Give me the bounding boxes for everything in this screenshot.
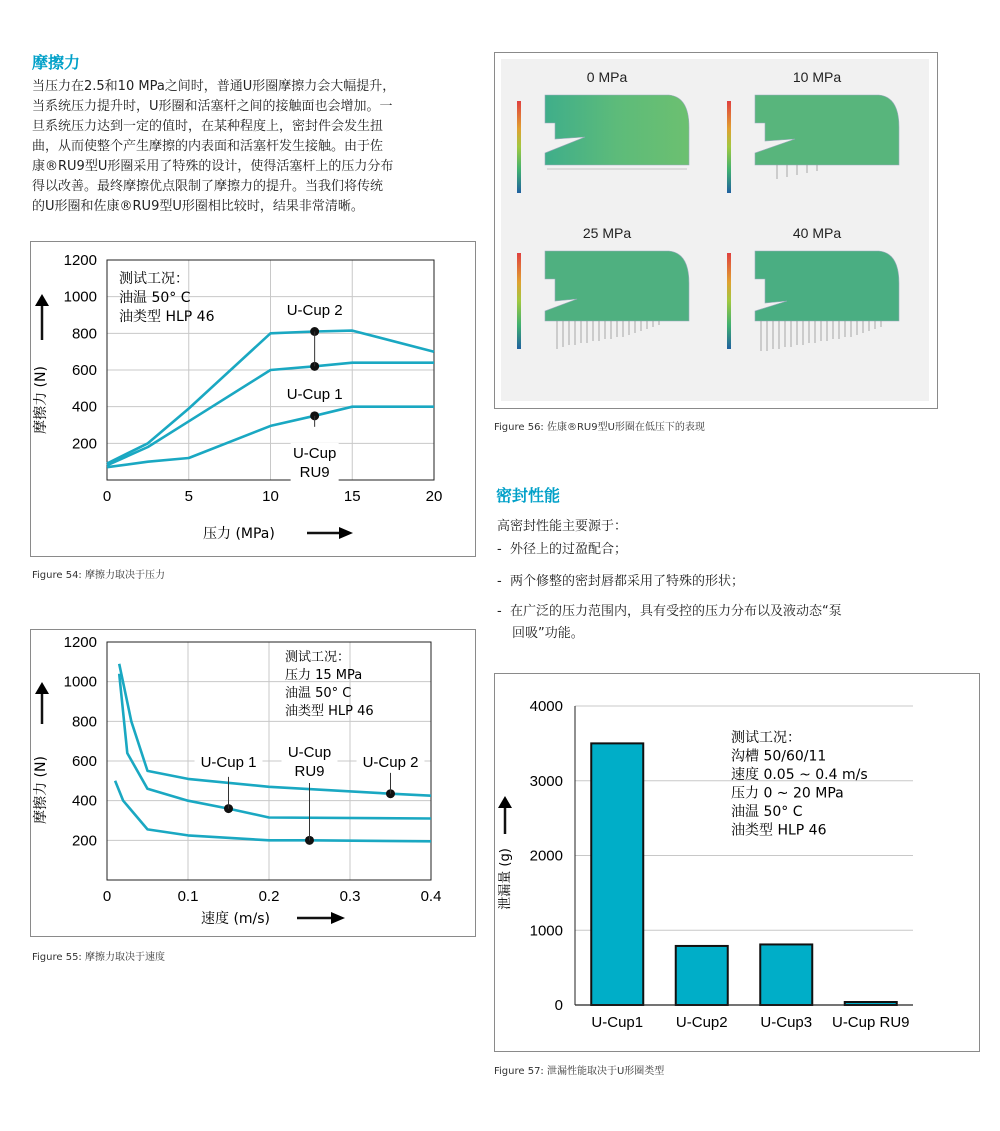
x-tick-label: 0 <box>102 488 112 505</box>
series-line-u-cup-2 <box>119 664 431 796</box>
bullet-text: 外径上的过盈配合； <box>509 542 627 557</box>
series-label: U-Cup <box>287 744 332 761</box>
y-tick-label: 4000 <box>529 698 563 715</box>
y-axis-label: 摩擦力 (N) <box>33 756 49 824</box>
fea-seal-profile-image <box>717 223 917 367</box>
paragraph-line: 得以改善。最终摩擦优点限制了摩擦力的提升。当我们将传统 <box>32 179 384 194</box>
series-label: RU9 <box>294 763 325 780</box>
x-tick-label: 0 <box>102 888 112 905</box>
y-tick-label: 1000 <box>63 673 97 691</box>
y-tick-label: 3000 <box>529 772 563 790</box>
y-axis-arrowhead <box>35 294 49 306</box>
section-title-sealing: 密封性能 <box>496 486 561 505</box>
x-axis-arrowhead <box>331 912 345 924</box>
y-tick-label: 1200 <box>63 634 97 651</box>
paragraph-line: 旦系统压力达到一定的值时，在某种程度上，密封件会发生扭 <box>32 119 384 134</box>
x-axis-arrowhead <box>339 527 353 539</box>
y-tick-label: 1000 <box>529 922 563 940</box>
section-title-friction: 摩擦力 <box>32 53 81 72</box>
leakage-bar-chart <box>495 674 979 1051</box>
x-category-label: U-Cup3 <box>760 1014 813 1031</box>
y-axis-label: 泄漏量 (g) <box>498 848 513 910</box>
y-tick-label: 400 <box>71 792 97 810</box>
bar <box>676 946 728 1005</box>
test-conditions-line: 测试工况： <box>731 730 801 746</box>
x-category-label: U-Cup1 <box>591 1014 644 1031</box>
x-tick-label: 15 <box>343 488 361 505</box>
test-conditions-line: 油温 50° C <box>731 804 803 820</box>
figure-57-caption: Figure 57: 泄漏性能取决于U形圈类型 <box>494 1066 665 1077</box>
bullet-item: - 外径上的过盈配合； <box>497 542 627 557</box>
test-conditions-line: 测试工况： <box>119 271 189 287</box>
fea-seal-profile-image <box>507 67 707 211</box>
y-axis-label: 摩擦力 (N) <box>33 366 49 434</box>
y-tick-label: 800 <box>71 325 97 343</box>
series-line-u-cup-1 <box>119 674 431 819</box>
y-tick-label: 0 <box>554 997 563 1014</box>
y-tick-label: 600 <box>71 753 97 770</box>
series-label: U-Cup 1 <box>286 386 343 403</box>
series-label: U-Cup <box>292 445 337 462</box>
y-tick-label: 200 <box>71 832 97 850</box>
test-conditions-line: 压力 15 MPa <box>285 668 363 683</box>
fea-panel-label: 0 MPa <box>586 69 628 85</box>
x-tick-label: 0.3 <box>339 888 361 905</box>
friction-vs-speed-chart <box>31 630 475 936</box>
figure-55-box <box>30 629 476 937</box>
series-label: U-Cup 1 <box>200 754 257 771</box>
bullet-text: 在广泛的压力范围内，具有受控的压力分布以及液动态“泵 <box>509 604 842 619</box>
series-line-u-cup-ru9 <box>115 781 431 842</box>
bullet-text: 两个修整的密封唇都采用了特殊的形状； <box>509 574 744 589</box>
test-conditions-line: 速度 0.05 ~ 0.4 m/s <box>731 767 868 783</box>
figure-55-caption: Figure 55: 摩擦力取决于速度 <box>32 952 165 963</box>
bullet-text: 回吸”功能。 <box>512 626 584 641</box>
y-tick-label: 600 <box>71 362 97 379</box>
fea-seal-profile-image <box>717 67 917 211</box>
bar <box>591 743 643 1005</box>
test-conditions-line: 油类型 HLP 46 <box>285 704 374 719</box>
test-conditions-line: 油温 50° C <box>285 686 352 701</box>
sealing-intro: 高密封性能主要源于： <box>497 519 628 534</box>
bullet-item: - 在广泛的压力范围内，具有受控的压力分布以及液动态“泵 <box>497 604 842 619</box>
test-conditions-line: 测试工况： <box>285 650 351 665</box>
paragraph-line: 曲，从而使整个产生摩擦的内表面和活塞杆发生接触。由于佐 <box>32 139 384 154</box>
y-tick-label: 400 <box>71 398 97 416</box>
x-tick-label: 0.1 <box>177 888 199 905</box>
fea-panel-40mpa <box>717 223 917 367</box>
fea-panel-label: 25 MPa <box>582 225 632 241</box>
series-label: U-Cup 2 <box>286 302 343 319</box>
friction-vs-pressure-chart <box>31 242 475 556</box>
paragraph-line: 康®RU9型U形圈采用了特殊的设计，使得活塞杆上的压力分布 <box>32 159 394 174</box>
paragraph-line: 当系统压力提升时，U形圈和活塞杆之间的接触面也会增加。一 <box>32 99 393 114</box>
fea-panel-25mpa <box>507 223 707 367</box>
y-axis-arrowhead <box>35 682 49 694</box>
x-tick-label: 10 <box>262 488 279 505</box>
bullet-item-continuation <box>512 624 584 644</box>
fea-panel-label: 40 MPa <box>792 225 842 241</box>
y-tick-label: 2000 <box>529 847 563 865</box>
test-conditions-line: 压力 0 ~ 20 MPa <box>731 785 844 802</box>
bullet-item: - 两个修整的密封唇都采用了特殊的形状； <box>497 574 744 589</box>
series-label: RU9 <box>299 464 330 481</box>
paragraph-line: 当压力在2.5和10 MPa之间时，普通U形圈摩擦力会大幅提升， <box>32 79 396 94</box>
test-conditions-line: 油类型 HLP 46 <box>731 822 827 839</box>
test-conditions-line: 沟槽 50/60/11 <box>731 748 827 765</box>
figure-56-caption: Figure 56: 佐康®RU9型U形圈在低压下的表现 <box>494 422 705 433</box>
fea-panel-0mpa <box>507 67 707 211</box>
x-tick-label: 0.4 <box>420 888 442 905</box>
test-conditions-line: 油类型 HLP 46 <box>119 309 215 325</box>
series-label: U-Cup 2 <box>362 754 419 771</box>
figure-54-box <box>30 241 476 557</box>
y-tick-label: 1000 <box>63 288 97 306</box>
y-tick-label: 800 <box>71 713 97 731</box>
x-axis-label: 压力 (MPa) <box>203 526 275 542</box>
bar <box>760 944 812 1005</box>
fea-seal-profile-image <box>507 223 707 367</box>
figure-57-box <box>494 673 980 1052</box>
x-category-label: U-Cup RU9 <box>831 1014 910 1031</box>
y-axis-arrowhead <box>498 796 512 808</box>
x-axis-label: 速度 (m/s) <box>201 911 271 927</box>
figure-56-box <box>494 52 938 409</box>
x-category-label: U-Cup2 <box>675 1014 728 1031</box>
friction-paragraph <box>32 77 482 217</box>
x-tick-label: 20 <box>425 488 443 505</box>
x-tick-label: 5 <box>184 488 193 505</box>
x-tick-label: 0.2 <box>258 888 280 905</box>
y-tick-label: 1200 <box>63 252 97 269</box>
test-conditions-line: 油温 50° C <box>119 290 191 306</box>
paragraph-line: 的U形圈和佐康®RU9型U形圈相比较时，结果非常清晰。 <box>32 199 364 214</box>
figure-54-caption: Figure 54: 摩擦力取决于压力 <box>32 570 165 581</box>
fea-panel-10mpa <box>717 67 917 211</box>
y-tick-label: 200 <box>71 435 97 453</box>
fea-panel-label: 10 MPa <box>792 69 842 85</box>
